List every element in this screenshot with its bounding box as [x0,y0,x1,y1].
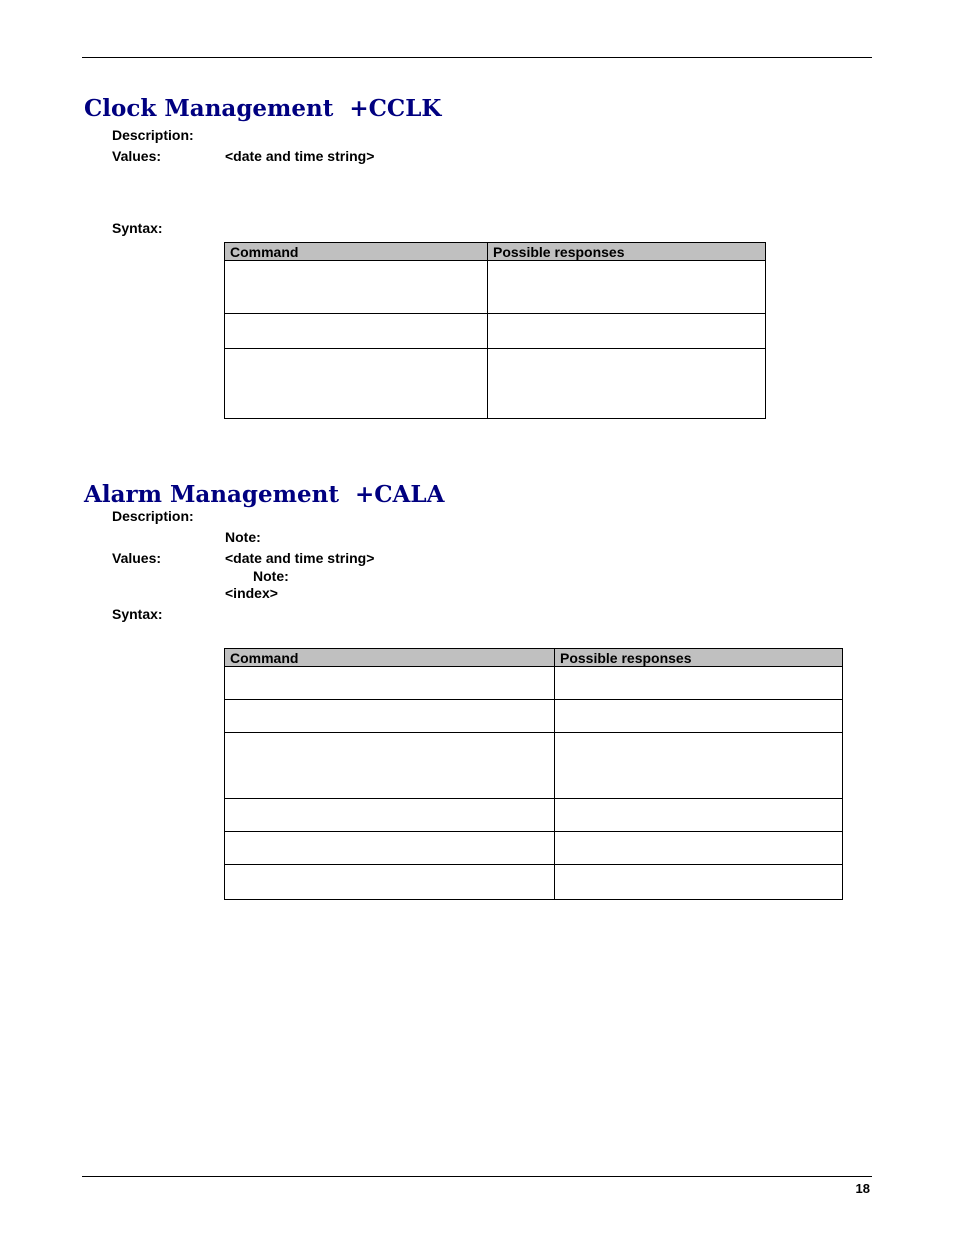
table-row [225,832,843,865]
response-cell [555,733,843,799]
alarm-values-text: <date and time string> [225,550,375,566]
command-cell [225,799,555,832]
clock-values-text: <date and time string> [225,148,375,164]
alarm-values-note-label: Note: [253,568,289,584]
clock-command-name: +CCLK [349,95,442,122]
table-row [225,700,843,733]
command-cell [225,733,555,799]
response-cell [488,261,766,314]
alarm-values-label: Values: [112,550,162,566]
response-cell [555,865,843,900]
table-row [225,799,843,832]
clock-section-title: Clock Management [84,95,334,122]
alarm-note-label: Note: [225,529,261,545]
command-cell [225,667,555,700]
alarm-command-name: +CALA [354,481,445,508]
command-cell [225,261,488,314]
alarm-syntax-label: Syntax: [112,606,163,622]
clock-section-heading [84,97,441,120]
command-column-header: Command [225,243,488,261]
table-row [225,865,843,900]
command-cell [225,314,488,349]
alarm-description-label: Description: [112,508,194,524]
response-cell [488,314,766,349]
command-column-header: Command [225,649,555,667]
command-cell [225,700,555,733]
response-cell [555,799,843,832]
response-cell [488,349,766,419]
response-cell [555,667,843,700]
clock-values-label: Values: [112,148,162,164]
command-cell [225,865,555,900]
responses-column-header: Possible responses [488,243,766,261]
table-row [225,314,766,349]
alarm-section-heading [84,483,444,506]
responses-column-header: Possible responses [555,649,843,667]
clock-syntax-label: Syntax: [112,220,163,236]
response-cell [555,832,843,865]
table-row [225,733,843,799]
page-number: 18 [855,1181,870,1196]
clock-syntax-table [224,242,766,419]
response-cell [555,700,843,733]
alarm-index-text: <index> [225,585,278,601]
footer-rule [82,1176,872,1177]
alarm-syntax-table [224,648,843,900]
alarm-section-title: Alarm Management [84,481,339,508]
table-row [225,349,766,419]
table-header-row [225,243,766,261]
command-cell [225,349,488,419]
header-rule [82,57,872,58]
table-row [225,667,843,700]
table-header-row [225,649,843,667]
table-row [225,261,766,314]
clock-description-label: Description: [112,127,194,143]
command-cell [225,832,555,865]
